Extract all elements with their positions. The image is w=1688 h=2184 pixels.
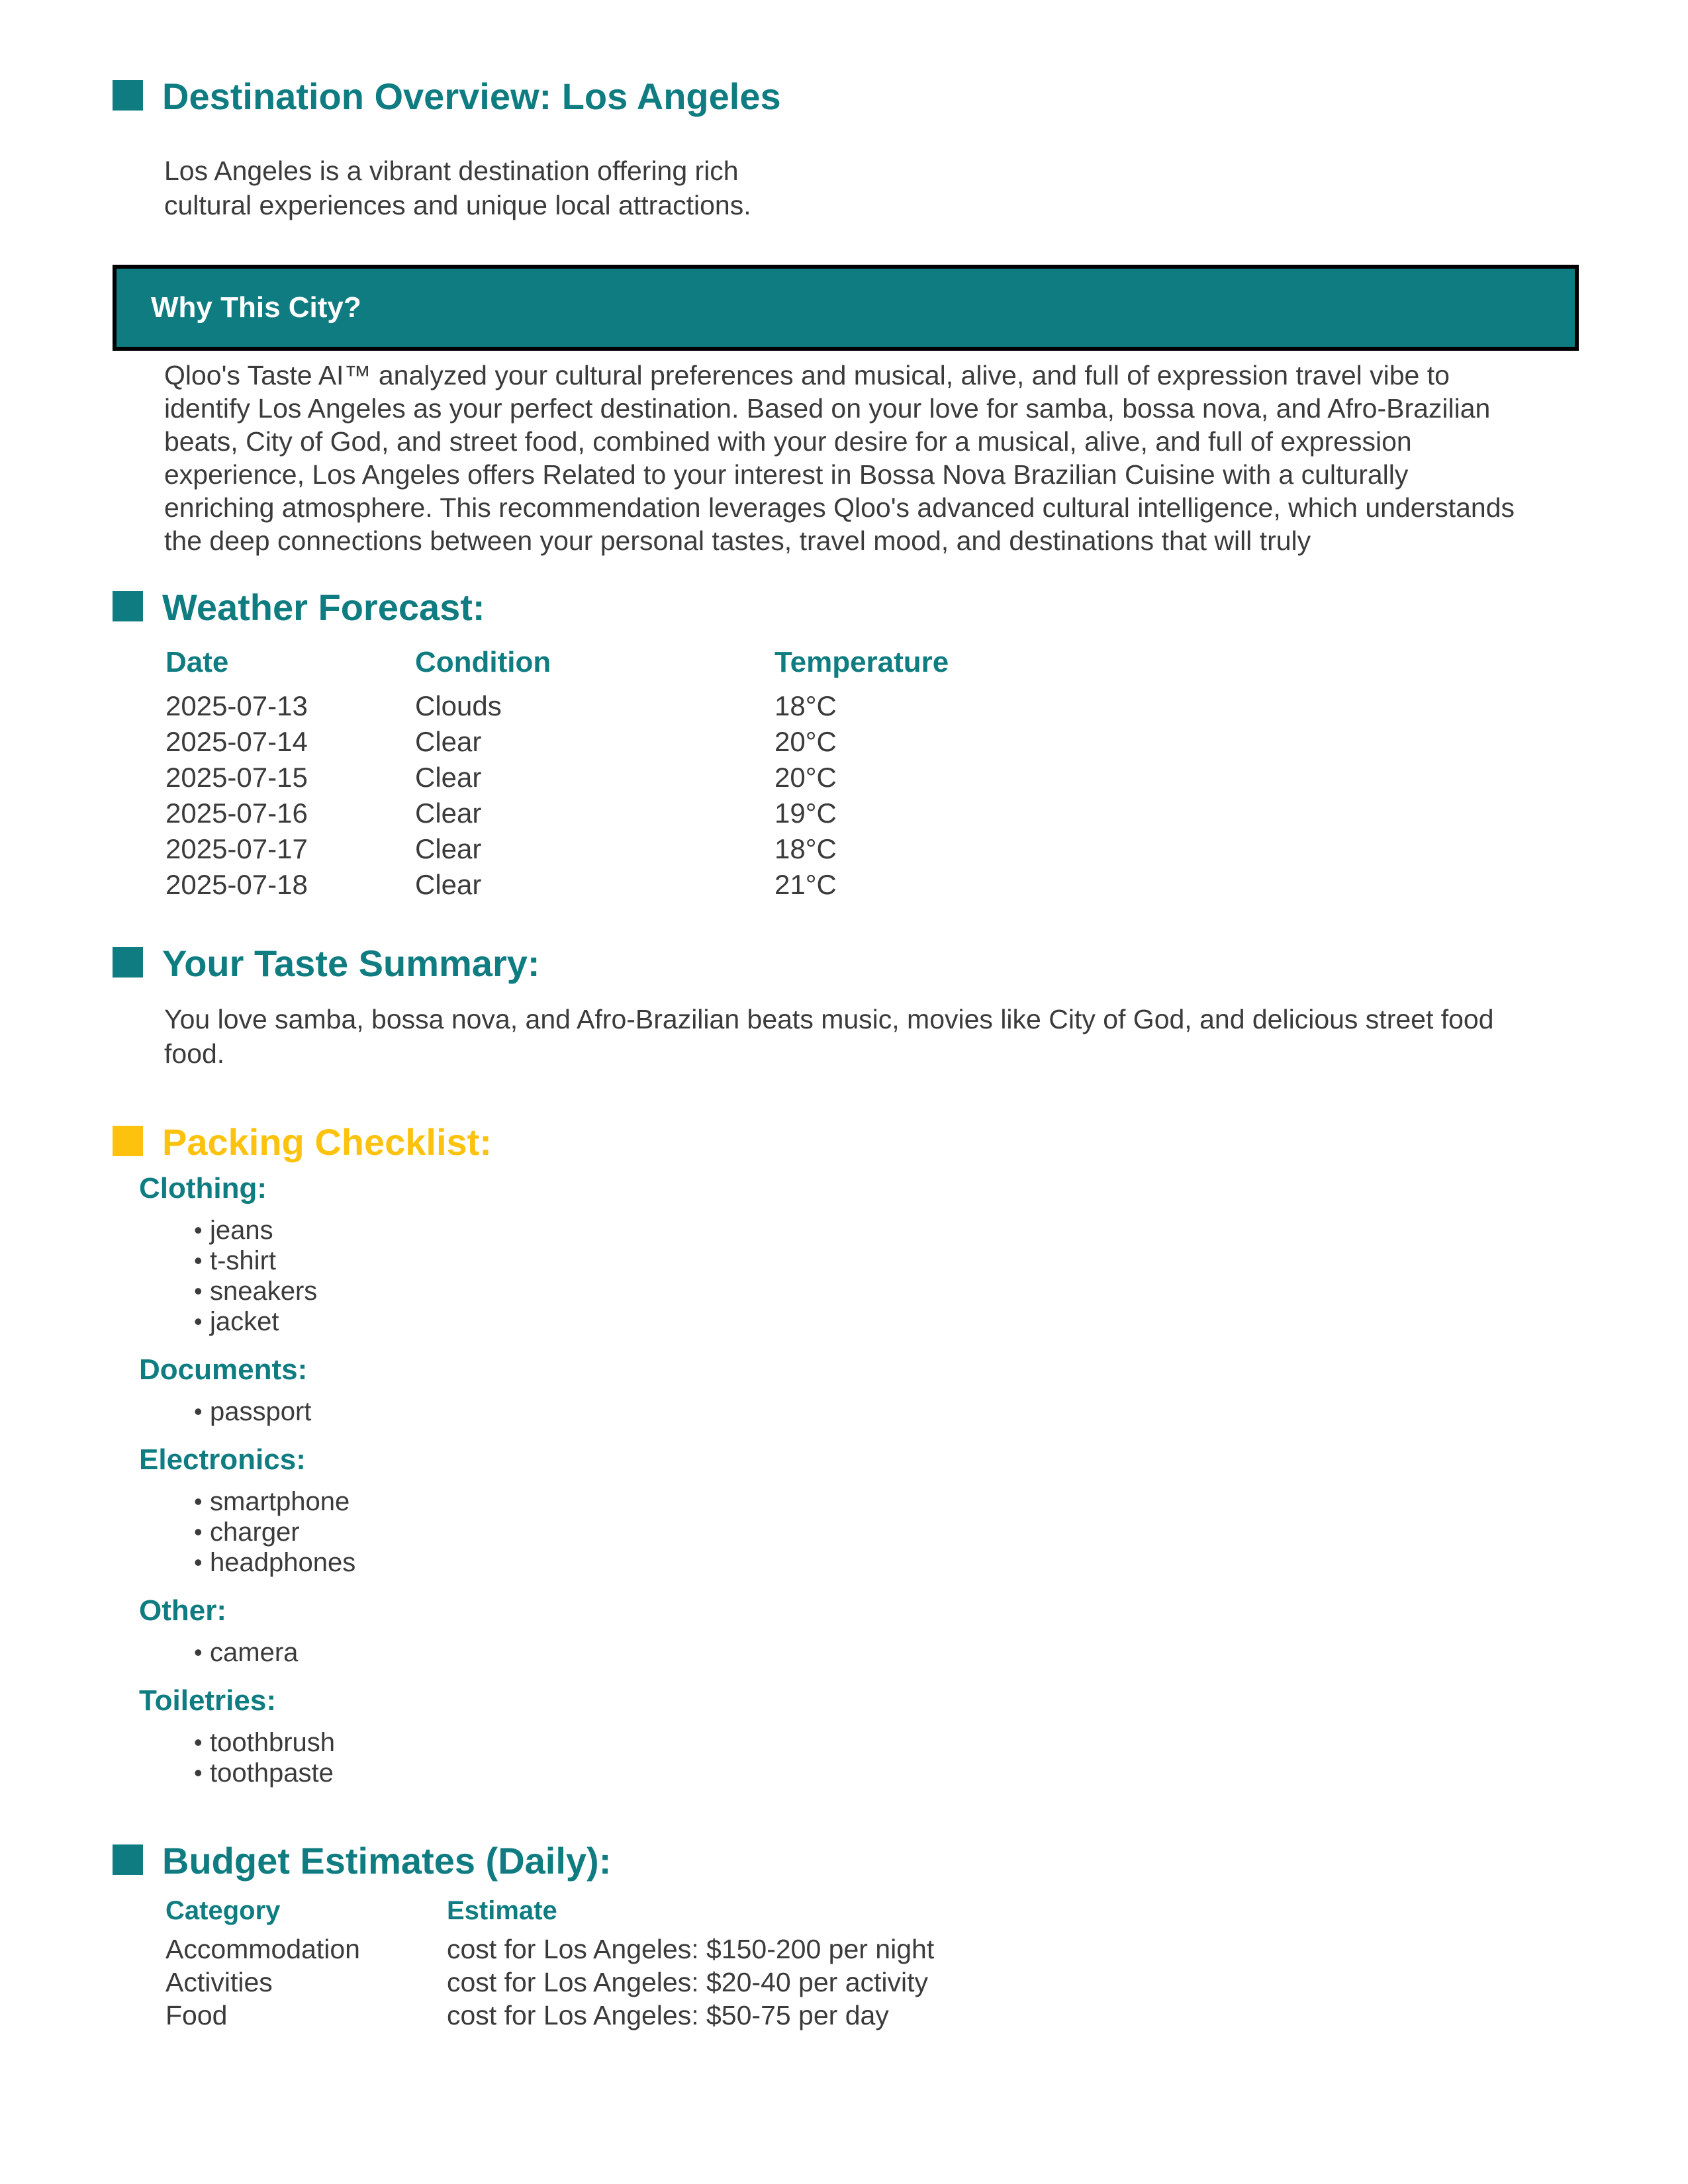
- budget-estimate: cost for Los Angeles: $150-200 per night: [447, 1934, 935, 1964]
- list-item: • passport: [194, 1396, 1589, 1427]
- budget-heading: [113, 1840, 1589, 1882]
- budget-heading-label: Budget Estimates (Daily):: [162, 1840, 612, 1882]
- budget-col-category: Category: [165, 1896, 281, 1925]
- weather-temperature: 18°C: [774, 690, 837, 721]
- packing-section-toiletries: Toiletries:: [139, 1684, 277, 1717]
- packing-list-toiletries: [194, 1727, 1589, 1788]
- weather-col-condition: Condition: [415, 646, 551, 678]
- list-item: • charger: [194, 1517, 1589, 1547]
- packing-list-clothing: [194, 1215, 1589, 1337]
- overview-heading-label: Destination Overview: Los Angeles: [162, 75, 781, 117]
- budget-category: Accommodation: [165, 1934, 360, 1964]
- weather-date: 2025-07-17: [165, 833, 308, 864]
- packing-heading: [113, 1121, 1589, 1163]
- list-item: • jacket: [194, 1306, 1589, 1337]
- packing-list-documents: [194, 1396, 1589, 1427]
- weather-temperature: 20°C: [774, 726, 837, 757]
- teal-square-marker-icon: [113, 1844, 143, 1875]
- budget-estimate: cost for Los Angeles: $20-40 per activity: [447, 1967, 929, 1997]
- weather-condition: Clouds: [415, 690, 502, 721]
- yellow-square-marker-icon: [113, 1126, 143, 1156]
- list-item: • smartphone: [194, 1486, 1589, 1517]
- weather-condition: Clear: [415, 726, 482, 757]
- table-row: [165, 831, 1238, 867]
- weather-temperature: 20°C: [774, 762, 837, 793]
- weather-date: 2025-07-15: [165, 762, 308, 793]
- packing-section-clothing: Clothing:: [139, 1172, 267, 1205]
- why-this-city-body: Qloo's Taste AI™ analyzed your cultural preferences and musical, alive, and full of expression travel vibe to identify Los Angeles as your perfect destination. Based on your love for samba, bossa nova, and Afro-Brazilian beats, City of God, and street food, combined with your desire for a musical, alive, and full of expression experience, Los Angeles offers Related to your interest in Bossa Nova Brazilian Cuisine with a culturally enriching atmosphere. This recommendation leverages Qloo's advanced cultural intelligence, which understands the deep connections between your personal tastes, travel mood, and destinations that will truly: [164, 360, 1515, 556]
- why-this-city-banner: [113, 265, 1579, 351]
- weather-date: 2025-07-14: [165, 726, 308, 757]
- packing-list-electronics: [194, 1486, 1589, 1578]
- list-item: • camera: [194, 1637, 1589, 1668]
- weather-table: [165, 647, 1238, 903]
- weather-date: 2025-07-13: [165, 690, 308, 721]
- table-row: [165, 1966, 1374, 1999]
- weather-temperature: 19°C: [774, 797, 837, 829]
- table-row: [165, 760, 1238, 796]
- weather-condition: Clear: [415, 797, 482, 829]
- taste-summary-heading: [113, 942, 1589, 984]
- weather-date: 2025-07-18: [165, 869, 308, 900]
- weather-heading: [113, 586, 1589, 628]
- list-item: • sneakers: [194, 1276, 1589, 1306]
- packing-section-other: Other:: [139, 1594, 226, 1627]
- table-row: [165, 1999, 1374, 2032]
- budget-col-estimate: Estimate: [447, 1896, 557, 1925]
- teal-square-marker-icon: [113, 80, 143, 111]
- table-row: [165, 1933, 1374, 1966]
- packing-heading-label: Packing Checklist:: [162, 1121, 492, 1163]
- list-item: • t-shirt: [194, 1246, 1589, 1276]
- table-row: [165, 724, 1238, 760]
- taste-summary-heading-label: Your Taste Summary:: [162, 942, 540, 984]
- teal-square-marker-icon: [113, 591, 143, 621]
- packing-section-documents: Documents:: [139, 1353, 308, 1386]
- table-row: [165, 867, 1238, 903]
- list-item: • toothpaste: [194, 1758, 1589, 1788]
- weather-header-row: [165, 647, 1238, 688]
- packing-section-electronics: Electronics:: [139, 1443, 306, 1476]
- overview-description: Los Angeles is a vibrant destination offering rich cultural experiences and unique local attractions.: [164, 156, 751, 220]
- weather-heading-label: Weather Forecast:: [162, 586, 485, 628]
- weather-date: 2025-07-16: [165, 797, 308, 829]
- table-row: [165, 688, 1238, 724]
- list-item: • headphones: [194, 1547, 1589, 1578]
- weather-condition: Clear: [415, 762, 482, 793]
- list-item: • toothbrush: [194, 1727, 1589, 1758]
- weather-col-date: Date: [165, 646, 229, 678]
- weather-temperature: 21°C: [774, 869, 837, 900]
- teal-square-marker-icon: [113, 947, 143, 978]
- budget-category: Activities: [165, 1967, 273, 1997]
- budget-header-row: [165, 1897, 1374, 1933]
- table-row: [165, 796, 1238, 831]
- weather-temperature: 18°C: [774, 833, 837, 864]
- taste-summary-body: You love samba, bossa nova, and Afro-Brazilian beats music, movies like City of God, and delicious street food food.: [164, 1004, 1494, 1069]
- budget-estimate: cost for Los Angeles: $50-75 per day: [447, 2000, 889, 2030]
- why-this-city-title: Why This City?: [151, 291, 361, 324]
- list-item: • jeans: [194, 1215, 1589, 1246]
- budget-category: Food: [165, 2000, 228, 2030]
- packing-list-other: [194, 1637, 1589, 1668]
- weather-col-temperature: Temperature: [774, 646, 949, 678]
- weather-condition: Clear: [415, 869, 482, 900]
- weather-condition: Clear: [415, 833, 482, 864]
- budget-table: [165, 1897, 1374, 2032]
- overview-heading: [113, 75, 1589, 117]
